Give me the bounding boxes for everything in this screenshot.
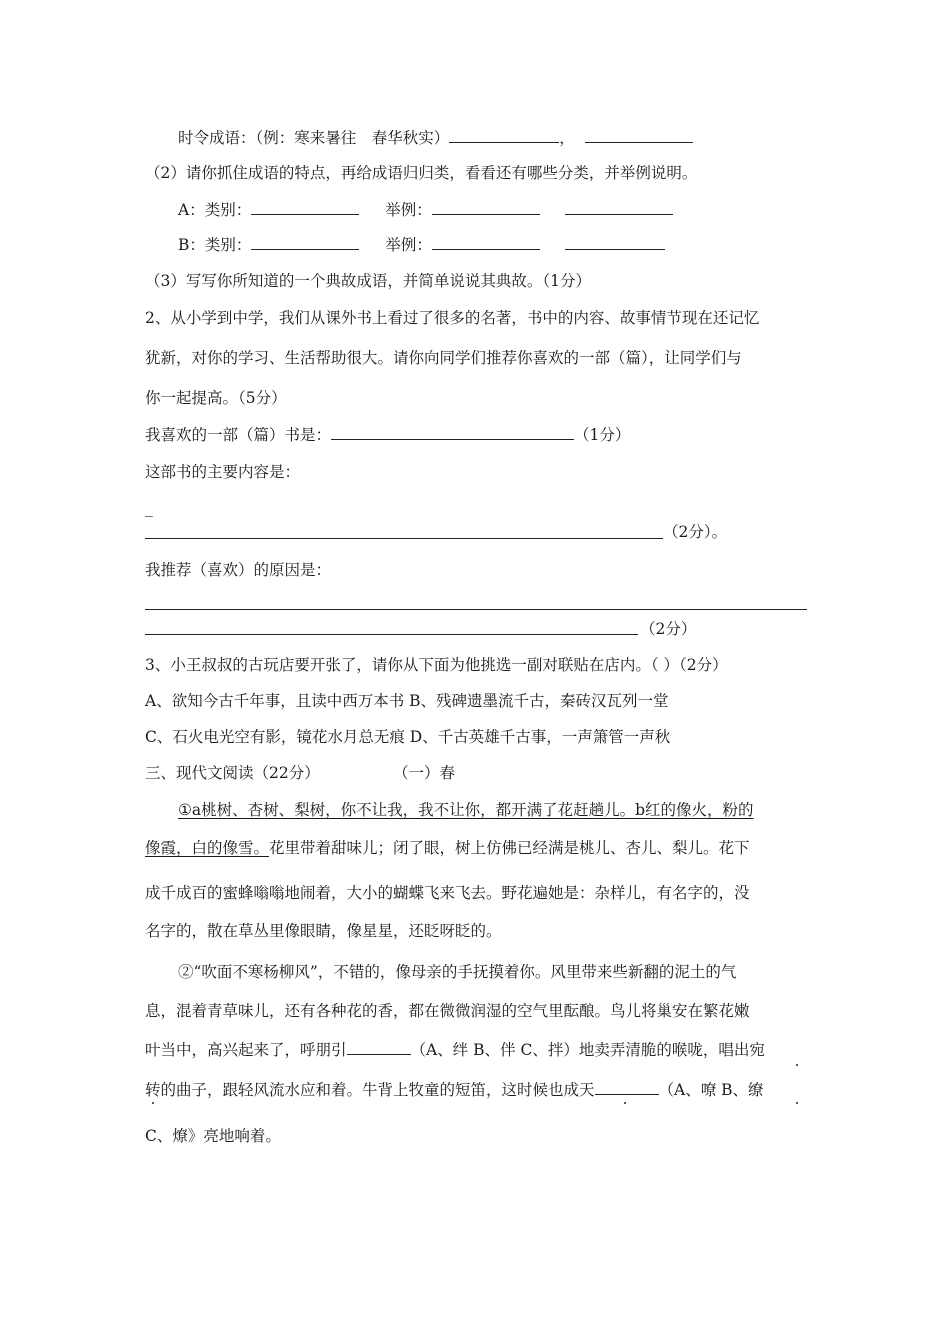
book-score: （1分）	[574, 426, 631, 444]
reason-blank-1[interactable]	[145, 609, 807, 610]
row-a-label: A：类别：	[178, 201, 252, 219]
emphasis-dot	[796, 1064, 798, 1066]
content-dash: _	[145, 499, 153, 517]
shiling-label: 时令成语：（例：寒来暑往 春华秋实）	[178, 129, 450, 147]
q3-options-ab: A、欲知今古千年事，且读中西万本书 B、残碑遗墨流千古，秦砖汉瓦列一堂	[145, 692, 669, 710]
row-a-category-blank[interactable]	[251, 200, 359, 215]
emphasis-dot	[624, 1102, 626, 1104]
row-b-example-blank-1[interactable]	[432, 235, 540, 250]
shiling-blank-1[interactable]	[449, 128, 559, 143]
passage-p1-line1: ①a桃树、杏树、梨树，你不让我，我不让你，都开满了花赶趟儿。b红的像火，粉的	[178, 801, 754, 819]
passage-p1-line2	[145, 838, 750, 858]
passage-p2-line4	[145, 1080, 764, 1100]
q2-line3: 你一起提高。（5分）	[145, 389, 287, 407]
row-a-example-label: 举例：	[385, 201, 432, 219]
section3-heading: 三、现代文阅读（22分）	[145, 764, 320, 782]
row-b	[178, 235, 665, 255]
row-b-label: B：类别：	[178, 236, 252, 254]
book-blank[interactable]	[331, 425, 574, 440]
row-a-example-blank-1[interactable]	[432, 200, 540, 215]
passage-p2-line1: ②“吹面不寒杨柳风”，不错的，像母亲的手抚摸着你。风里带来些新翻的泥土的气	[178, 963, 737, 981]
passage-p2-line3-a: 叶当中，高兴起来了，呼朋引	[145, 1041, 347, 1059]
row-b-category-blank[interactable]	[251, 235, 359, 250]
content-label: 这部书的主要内容是：	[145, 463, 301, 481]
reason-score: （2分）	[640, 620, 697, 638]
passage-p2-line2: 息，混着青草味儿，还有各种花的香，都在微微润湿的空气里酝酿。鸟儿将巢安在繁花嫩	[145, 1002, 750, 1020]
row-a-example-blank-2[interactable]	[565, 200, 673, 215]
q3-options-cd: C、石火电光空有影，镜花水月总无痕 D、千古英雄千古事，一声箫管一声秋	[145, 728, 671, 746]
q1-sub3: （3）写写你所知道的一个典故成语，并简单说说其典故。（1分）	[145, 272, 591, 290]
q2-line1: 2、从小学到中学，我们从课外书上看过了很多的名著，书中的内容、故事情节现在还记忆	[145, 309, 760, 327]
passage-p1-line4: 名字的，散在草丛里像眼睛，像星星，还眨呀眨的。	[145, 922, 502, 940]
content-blank[interactable]	[145, 538, 663, 539]
passage-blank-2[interactable]	[595, 1080, 659, 1095]
q3-line1: 3、小王叔叔的古玩店要开张了，请你从下面为他挑选一副对联贴在店内。（ ）（2分）	[145, 656, 728, 674]
q2-line2: 犹新，对你的学习、生活帮助很大。请你向同学们推荐你喜欢的一部（篇），让同学们与	[145, 349, 742, 367]
section3-subtitle: （一）春	[393, 764, 456, 782]
q1-sub2: （2）请你抓住成语的特点，再给成语归归类，看看还有哪些分类，并举例说明。	[145, 164, 698, 182]
passage-p2-line4-a: 转的曲子，跟轻风流水应和着。牛背上牧童的短笛，这时候也成天	[145, 1081, 595, 1099]
shiling-line	[178, 128, 693, 148]
reason-blank-2[interactable]	[145, 634, 638, 635]
comma: ，	[559, 129, 575, 147]
book-line	[145, 425, 630, 445]
passage-p1-line2-rest: 花里带着甜味儿；闭了眼，树上仿佛已经满是桃儿、杏儿、梨儿。花下	[269, 839, 750, 857]
passage-p2-line3	[145, 1040, 765, 1060]
emphasis-dot	[152, 1102, 154, 1104]
shiling-blank-2[interactable]	[585, 128, 693, 143]
row-a	[178, 200, 673, 220]
passage-blank-1[interactable]	[347, 1040, 411, 1055]
passage-p1-underlined: 像霞，白的像雪。	[145, 839, 270, 857]
reason-label: 我推荐（喜欢）的原因是：	[145, 561, 332, 579]
book-label: 我喜欢的一部（篇）书是：	[145, 426, 332, 444]
passage-p2-line4-b: （A、嘹 B、缭	[658, 1081, 764, 1099]
passage-p2-line5: C、燎》亮地响着。	[145, 1127, 281, 1145]
emphasis-dot	[796, 1102, 798, 1104]
row-b-example-blank-2[interactable]	[565, 235, 665, 250]
content-score: （2分）。	[663, 523, 728, 541]
passage-p1-line3: 成千成百的蜜蜂嗡嗡地闹着，大小的蝴蝶飞来飞去。野花遍她是：杂样儿，有名字的，没	[145, 884, 750, 902]
passage-p2-line3-b: （A、绊 B、伴 C、拌）地卖弄清脆的喉咙，唱出宛	[410, 1041, 765, 1059]
row-b-example-label: 举例：	[385, 236, 432, 254]
